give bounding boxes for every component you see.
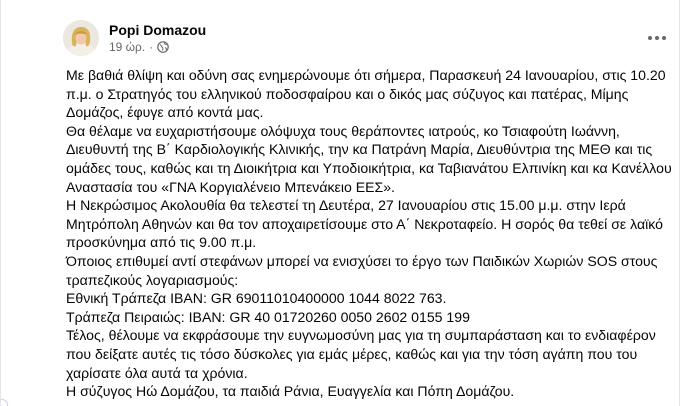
post-line: Μητρόπολη Αθηνών και θα τον αποχαιρετίσουμε στο Α΄ Νεκροταφείο. Η σορός θα τεθεί σε λαϊκό — [66, 215, 663, 232]
author-name[interactable]: Popi Domazou — [109, 22, 207, 38]
post-line: Τέλος, θέλουμε να εκφράσουμε την ευγνωμοσύνη μας για τη συμπαράσταση και το ενδιαφέρον — [66, 327, 656, 344]
post-line: π.μ. ο Στρατηγός του ελληνικού ποδοσφαίρου και ο δικός μας σύζυγος και πατέρας, Μίμης — [66, 85, 629, 102]
post-line: Η σύζυγος Ηώ Δομάζου, τα παιδιά Ράνια, Ευαγγελία και Πόπη Δομάζου. — [66, 383, 515, 400]
post-line: προσκύνημα από τις 9.00 π.μ. — [66, 234, 257, 251]
post-line: Η Νεκρώσιμος Ακολουθία θα τελεστεί τη Δευτέρα, 27 Ιανουαρίου στις 15.00 μ.μ. στην Ιερά — [66, 197, 626, 214]
post-line: Διευθυντή της Β΄ Καρδιολογικής Κλινικής, την κα Πατράνη Μαρία, Διευθύντρια της ΜΕΘ και τις — [66, 141, 653, 158]
meta-separator: · — [149, 40, 154, 54]
globe-icon[interactable] — [157, 41, 169, 53]
post-line: Δομάζος, έφυγε από κοντά μας. — [66, 104, 264, 121]
post-line: τραπεζικούς λογαριασμούς: — [66, 271, 239, 288]
corner-decoration — [1, 399, 8, 406]
post-line: ομάδες τους, καθώς και τη Διοικήτρια και Υποδιοικήτρια, κα Ταβιανάτου Ελπινίκη και κα Κανέλλου — [66, 159, 672, 176]
post-body — [66, 66, 672, 401]
post-line: Θα θέλαμε να ευχαριστήσουμε ολόψυχα τους θεράποντες ιατρούς, κο Τσιαφούτη Ιωάννη, — [66, 122, 620, 139]
post-line: Τράπεζα Πειραιώς: IBAN: GR 40 01720260 0050 2602 0155 199 — [66, 308, 470, 325]
post-line: Αναστασία του «ΓΝΑ Κοργιαλένειο Μπενάκειο ΕΕΣ». — [66, 178, 395, 195]
post-line: Εθνική Τράπεζα IBAN: GR 69011010400000 1044 8022 763. — [66, 290, 447, 307]
more-options-icon[interactable] — [645, 28, 669, 48]
author-avatar[interactable] — [63, 20, 99, 56]
post-line: που δείξατε αυτές τις τόσο δύσκολες για εμάς μέρες, καθώς και για την τόση αγάπη που του — [66, 345, 638, 362]
post-line: Όποιος επιθυμεί αντί στεφάνων μπορεί να ενισχύσει το έργο των Παιδικών Χωριών SOS στους — [66, 252, 658, 269]
post-time[interactable]: 19 ώρ. — [109, 40, 146, 54]
post-line: χαρίσατε όλα αυτά τα χρόνια. — [66, 364, 248, 381]
post-header — [65, 20, 605, 56]
post-meta — [109, 40, 169, 54]
post-line: Με βαθιά θλίψη και οδύνη σας ενημερώνουμε ότι σήμερα, Παρασκευή 24 Ιανουαρίου, στις 10.20 — [66, 67, 666, 83]
